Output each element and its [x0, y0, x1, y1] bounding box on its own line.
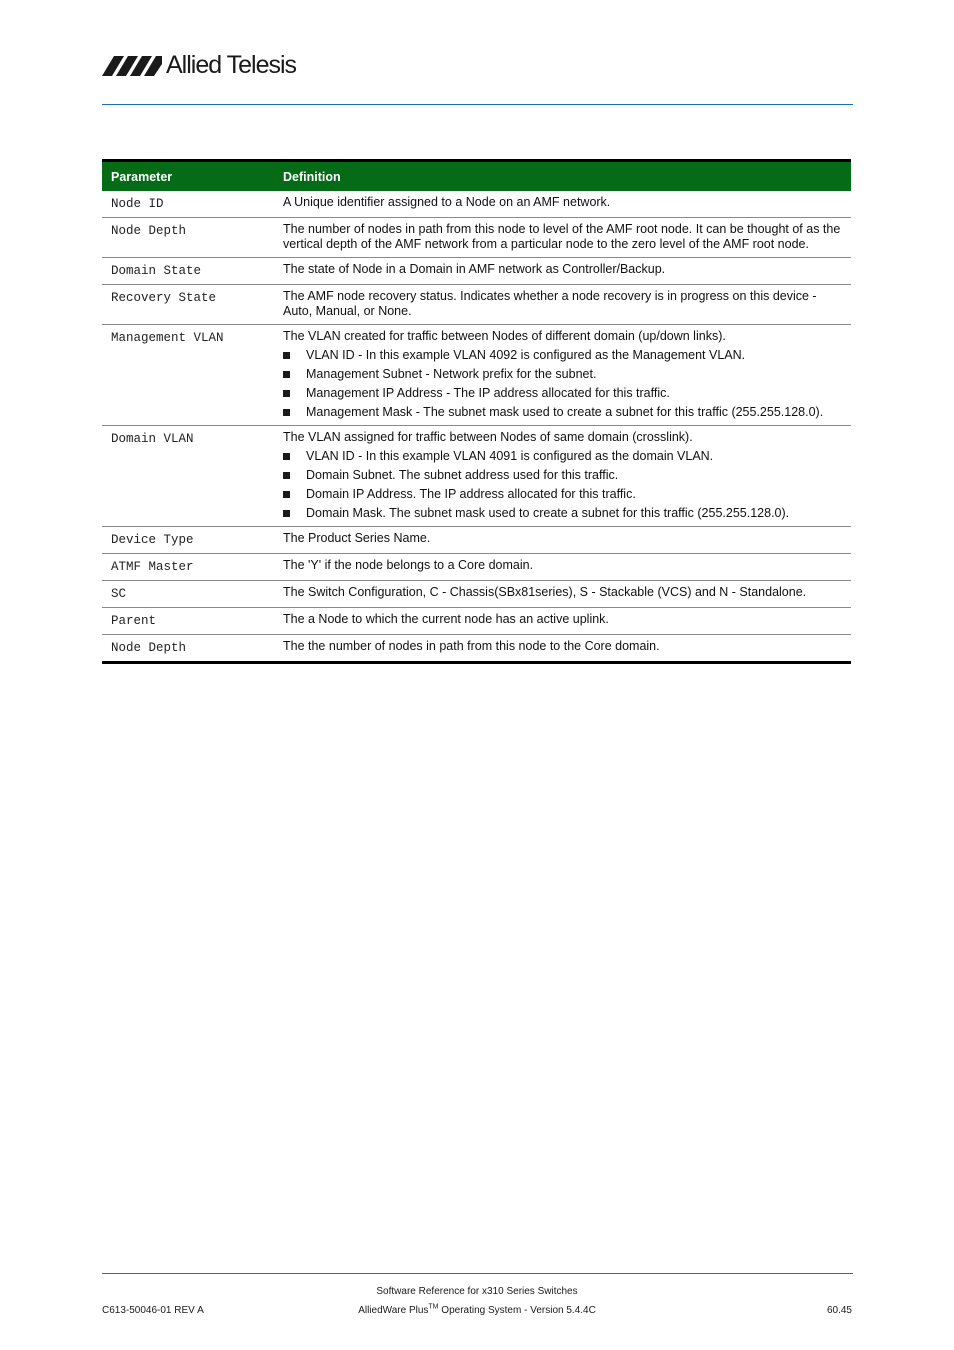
table-row: [102, 554, 851, 581]
parameter-cell: Node Depth: [111, 641, 187, 655]
parameter-table: [102, 159, 851, 664]
definition-text: The state of Node in a Domain in AMF network as Controller/Backup.: [283, 262, 666, 276]
parameter-cell: Device Type: [111, 533, 194, 547]
parameter-cell: Node Depth: [111, 224, 187, 238]
column-header-parameter: Parameter: [111, 169, 173, 184]
definition-cell: [276, 191, 851, 218]
definition-cell: [276, 426, 851, 527]
footer-os-version: [300, 1305, 654, 1316]
definition-cell: [276, 258, 851, 285]
table-row: [102, 258, 851, 285]
definition-text: The 'Y' if the node belongs to a Core domain.: [283, 558, 534, 572]
definition-text: The Switch Configuration, C - Chassis(SBx81series), S - Stackable (VCS) and N - Standalone.: [283, 585, 807, 599]
definition-text: The VLAN created for traffic between Nodes of different domain (up/down links).: [283, 329, 726, 343]
parameter-cell: Node ID: [111, 197, 164, 211]
footer-title: Software Reference for x310 Series Switches: [376, 1286, 578, 1297]
parameter-cell: Domain State: [111, 264, 202, 278]
table-row: [102, 608, 851, 635]
definition-text: The AMF node recovery status. Indicates whether a node recovery is in progress on this device - Auto, Manual, or None.: [283, 289, 817, 318]
table-row: [102, 581, 851, 608]
definition-bullet-list: [283, 449, 845, 521]
table-row: [102, 218, 851, 258]
header-divider: [102, 104, 853, 105]
definition-text: The the number of nodes in path from this node to the Core domain.: [283, 639, 660, 653]
definition-cell: [276, 527, 851, 554]
footer-os-name: AlliedWare Plus: [358, 1305, 429, 1316]
definition-cell: [276, 581, 851, 608]
logo-text: Allied Telesis: [166, 51, 297, 79]
bullet-item: Management Mask - The subnet mask used to create a subnet for this traffic (255.255.128.0).: [283, 405, 845, 420]
parameter-cell: Management VLAN: [111, 331, 224, 345]
table-row: [102, 325, 851, 426]
footer-divider: [102, 1273, 853, 1274]
footer-doc-number: C613-50046-01 REV A: [102, 1305, 204, 1316]
table-row: [102, 191, 851, 218]
table-header-row: [102, 161, 851, 192]
definition-bullet-list: [283, 348, 845, 420]
parameter-cell: ATMF Master: [111, 560, 194, 574]
parameter-cell: SC: [111, 587, 127, 601]
definition-text: The number of nodes in path from this node to level of the AMF root node. It can be thought of as the vertical depth of the AMF network from a particular node to the zero level of the AMF root node.: [283, 222, 841, 251]
definition-text: The Product Series Name.: [283, 531, 431, 545]
footer-os-suffix: Operating System - Version 5.4.4C: [438, 1305, 596, 1316]
definition-cell: [276, 554, 851, 581]
parameter-cell: Domain VLAN: [111, 432, 194, 446]
definition-text: The VLAN assigned for traffic between Nodes of same domain (crosslink).: [283, 430, 693, 444]
table-row: [102, 285, 851, 325]
definition-text: A Unique identifier assigned to a Node on an AMF network.: [283, 195, 611, 209]
footer-page-number: 60.45: [826, 1305, 852, 1316]
parameter-cell: Recovery State: [111, 291, 217, 305]
bullet-item: VLAN ID - In this example VLAN 4092 is configured as the Management VLAN.: [283, 348, 845, 363]
definition-cell: [276, 635, 851, 663]
definition-cell: [276, 218, 851, 258]
definition-text: The a Node to which the current node has an active uplink.: [283, 612, 609, 626]
bullet-item: Management Subnet - Network prefix for the subnet.: [283, 367, 845, 382]
definition-cell: [276, 608, 851, 635]
bullet-item: Domain Mask. The subnet mask used to create a subnet for this traffic (255.255.128.0).: [283, 506, 845, 521]
definition-cell: [276, 325, 851, 426]
bullet-item: Domain IP Address. The IP address allocated for this traffic.: [283, 487, 845, 502]
definition-cell: [276, 285, 851, 325]
table-row: [102, 635, 851, 663]
table-body: [102, 191, 851, 663]
table-row: [102, 426, 851, 527]
bullet-item: Domain Subnet. The subnet address used for this traffic.: [283, 468, 845, 483]
footer-trademark: TM: [428, 1303, 439, 1311]
logo-mark-icon: [102, 54, 162, 76]
table-row: [102, 527, 851, 554]
bullet-item: VLAN ID - In this example VLAN 4091 is configured as the domain VLAN.: [283, 449, 845, 464]
column-header-definition: Definition: [283, 169, 341, 184]
allied-telesis-logo: [102, 50, 296, 80]
bullet-item: Management IP Address - The IP address allocated for this traffic.: [283, 386, 845, 401]
parameter-cell: Parent: [111, 614, 157, 628]
